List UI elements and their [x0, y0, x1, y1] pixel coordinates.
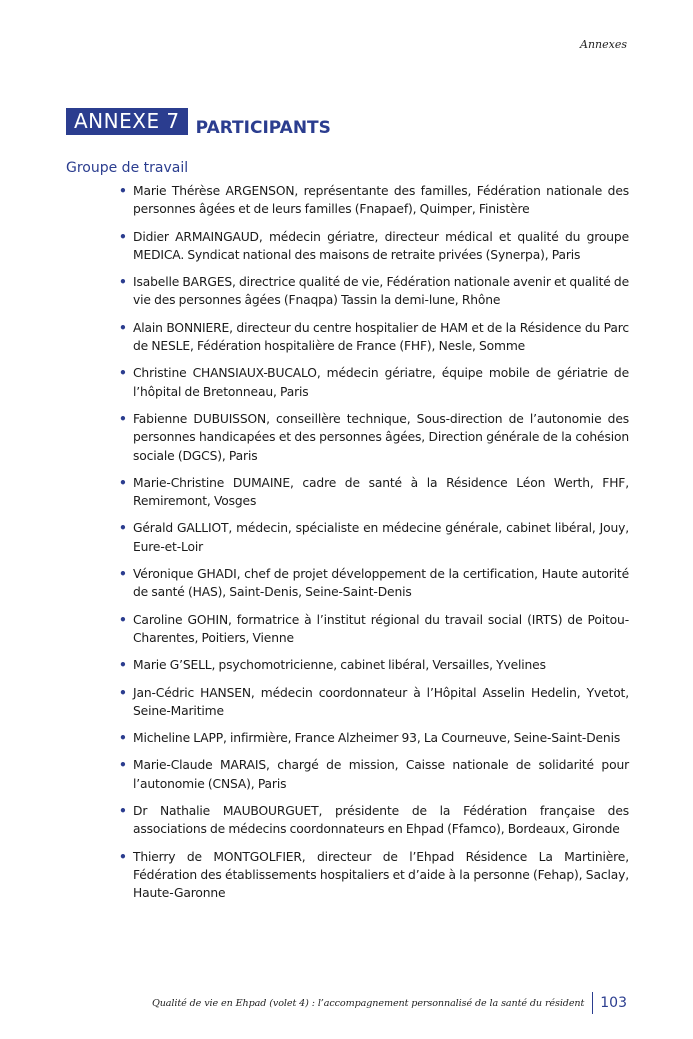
participant-item — [119, 410, 629, 465]
bullet-icon: • — [119, 521, 127, 536]
page-number: 103 — [600, 995, 627, 1011]
participant-item — [119, 848, 629, 903]
participant-text: Micheline LAPP, infirmière, France Alzheimer 93, La Courneuve, Seine-Saint-Denis — [133, 731, 621, 746]
bullet-icon: • — [119, 804, 127, 819]
participant-text: Thierry de MONTGOLFIER, directeur de l’Ehpad Résidence La Martinière, Fédération des établissements hospitaliers et d’aide à la personne (Fehap), Saclay, Haute-Garonne — [133, 849, 629, 901]
section-title: Groupe de travail — [66, 160, 189, 176]
participant-item — [119, 729, 629, 747]
participant-list — [119, 182, 629, 912]
bullet-icon: • — [119, 731, 127, 746]
participant-text: Gérald GALLIOT, médecin, spécialiste en médecine générale, cabinet libéral, Jouy, Eure-et-Loir — [133, 521, 629, 554]
annex-badge: ANNEXE 7 — [66, 108, 188, 135]
bullet-icon: • — [119, 320, 127, 335]
participant-item — [119, 756, 629, 793]
participant-item — [119, 273, 629, 310]
participant-text: Marie Thérèse ARGENSON, représentante des familles, Fédération nationale des personnes âgées et de leurs familles (Fnapaef), Quimper, Finistère — [133, 184, 629, 217]
participant-text: Alain BONNIERE, directeur du centre hospitalier de HAM et de la Résidence du Parc de NESLE, Fédération hospitalière de France (FHF), Nesle, Somme — [133, 320, 629, 354]
participant-item — [119, 611, 629, 648]
participant-text: Marie-Claude MARAIS, chargé de mission, Caisse nationale de solidarité pour l’autonomie (CNSA), Paris — [133, 758, 629, 791]
bullet-icon: • — [119, 366, 127, 381]
participant-text: Isabelle BARGES, directrice qualité de vie, Fédération nationale avenir et qualité de vie des personnes âgées (Fnaqpa) Tassin la demi-lune, Rhône — [133, 275, 629, 308]
bullet-icon: • — [119, 849, 127, 864]
running-header: Annexes — [580, 38, 627, 51]
participant-item — [119, 565, 629, 602]
participant-item — [119, 684, 629, 721]
page-footer — [152, 992, 627, 1014]
bullet-icon: • — [119, 275, 127, 290]
participant-item — [119, 182, 629, 219]
bullet-icon: • — [119, 475, 127, 490]
participant-text: Caroline GOHIN, formatrice à l’institut régional du travail social (IRTS) de Poitou-Charentes, Poitiers, Vienne — [133, 612, 629, 645]
participant-text: Dr Nathalie MAUBOURGUET, présidente de la Fédération française des associations de médecins coordonnateurs en Ehpad (Ffamco), Bordeaux, Gironde — [133, 804, 629, 837]
annex-heading — [66, 108, 331, 138]
bullet-icon: • — [119, 658, 127, 673]
participant-item — [119, 228, 629, 265]
participant-text: Marie G’SELL, psychomotricienne, cabinet libéral, Versailles, Yvelines — [133, 658, 546, 673]
bullet-icon: • — [119, 685, 127, 700]
bullet-icon: • — [119, 184, 127, 198]
participant-text: Marie-Christine DUMAINE, cadre de santé à la Résidence Léon Werth, FHF, Remiremont, Vosges — [133, 475, 629, 509]
participant-text: Christine CHANSIAUX-BUCALO, médecin gériatre, équipe mobile de gériatrie de l’hôpital de Bretonneau, Paris — [133, 366, 629, 399]
participant-item — [119, 802, 629, 839]
participant-item — [119, 656, 629, 674]
participant-text: Jan-Cédric HANSEN, médecin coordonnateur à l’Hôpital Asselin Hedelin, Yvetot, Seine-Maritime — [133, 685, 629, 718]
annex-title: PARTICIPANTS — [195, 118, 331, 138]
participant-item — [119, 364, 629, 401]
participant-text: Fabienne DUBUISSON, conseillère technique, Sous-direction de l’autonomie des personnes handicapées et des personnes âgées, Direction générale de la cohésion sociale (DGCS), Paris — [133, 411, 629, 463]
participant-item — [119, 474, 629, 511]
participant-item — [119, 319, 629, 356]
bullet-icon: • — [119, 411, 127, 426]
bullet-icon: • — [119, 229, 127, 244]
participant-item — [119, 519, 629, 556]
bullet-icon: • — [119, 612, 127, 627]
footer-title: Qualité de vie en Ehpad (volet 4) : l’accompagnement personnalisé de la santé du résident — [151, 997, 585, 1009]
participant-text: Véronique GHADI, chef de projet développement de la certification, Haute autorité de santé (HAS), Saint-Denis, Seine-Saint-Denis — [133, 567, 629, 600]
participant-text: Didier ARMAINGAUD, médecin gériatre, directeur médical et qualité du groupe MEDICA. Syndicat national des maisons de retraite privées (Synerpa), Paris — [133, 229, 629, 262]
bullet-icon: • — [119, 567, 127, 582]
bullet-icon: • — [119, 758, 127, 773]
